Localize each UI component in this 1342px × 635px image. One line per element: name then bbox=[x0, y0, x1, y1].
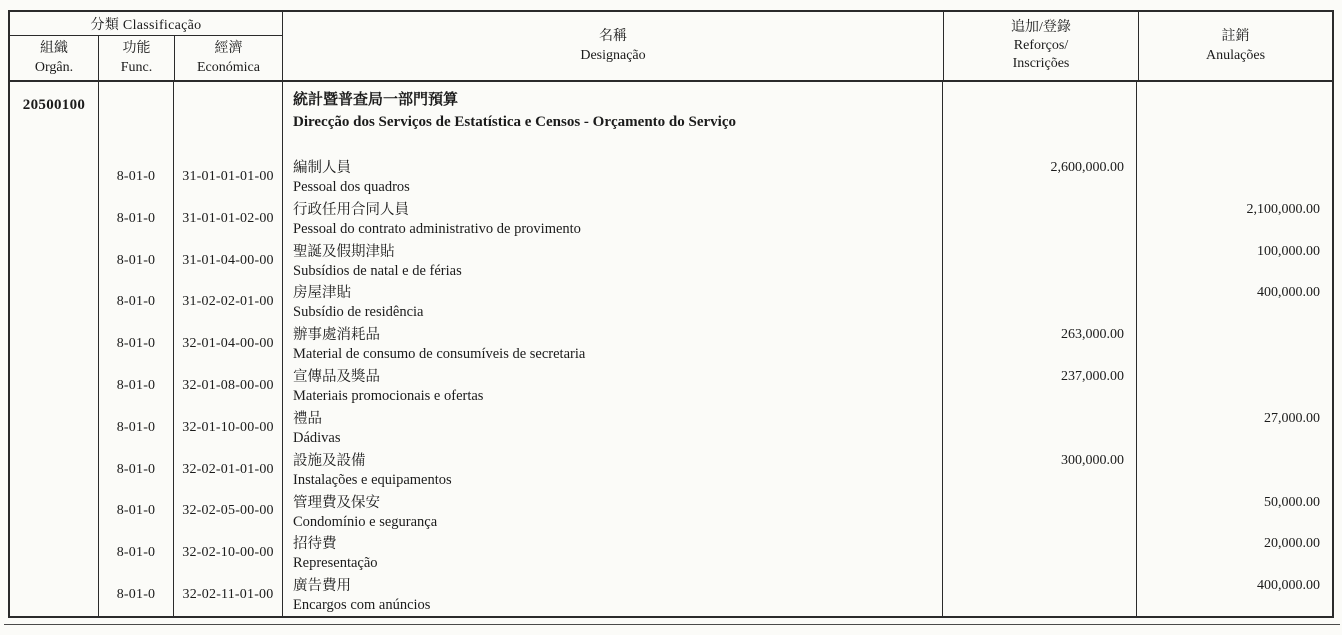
cancellations-amount bbox=[1136, 156, 1332, 198]
column-header-economic bbox=[174, 36, 282, 80]
service-title-zh: 統計暨普查局一部門預算 bbox=[293, 92, 459, 108]
designation-pt: Subsídio de residência bbox=[293, 304, 424, 321]
designation-zh: 行政任用合同人員 bbox=[293, 201, 409, 218]
economic-code: 32-02-01-01-00 bbox=[173, 449, 282, 491]
cancellations-amount: 100,000.00 bbox=[1136, 240, 1332, 282]
column-header-organic bbox=[10, 36, 98, 80]
budget-line-row bbox=[10, 574, 1332, 616]
bottom-double-rule bbox=[4, 624, 1340, 625]
economic-code: 31-01-04-00-00 bbox=[173, 240, 282, 282]
designation-pt: Instalações e equipamentos bbox=[293, 471, 452, 488]
designation-header-pt: Designação bbox=[580, 48, 646, 63]
cancellations-amount: 400,000.00 bbox=[1136, 574, 1332, 616]
organic-code-cell bbox=[10, 198, 98, 240]
organic-code-cell bbox=[10, 240, 98, 282]
organic-code-cell bbox=[10, 281, 98, 323]
designation-zh: 房屋津貼 bbox=[293, 285, 351, 302]
budget-line-row bbox=[10, 365, 1332, 407]
organic-code: 20500100 bbox=[22, 97, 86, 113]
budget-line-row bbox=[10, 532, 1332, 574]
reinforcements-amount: 300,000.00 bbox=[942, 449, 1136, 491]
economic-header-zh: 經濟 bbox=[214, 41, 243, 56]
functional-code: 8-01-0 bbox=[98, 198, 173, 240]
classification-header-group bbox=[10, 12, 282, 80]
designation-zh: 管理費及保安 bbox=[293, 494, 380, 511]
economic-code: 31-01-01-01-00 bbox=[173, 156, 282, 198]
designation-pt: Condomínio e segurança bbox=[293, 513, 438, 530]
column-header-cancellations bbox=[1138, 12, 1332, 80]
economic-header-pt: Económica bbox=[197, 60, 260, 75]
reinforcements-amount bbox=[942, 240, 1136, 282]
cancellations-amount bbox=[1136, 449, 1332, 491]
functional-code: 8-01-0 bbox=[98, 240, 173, 282]
designation-pt: Dádivas bbox=[293, 429, 341, 446]
designation-zh: 宣傳品及獎品 bbox=[293, 369, 380, 386]
designation-header-zh: 名稱 bbox=[599, 29, 627, 44]
service-title-cell bbox=[282, 82, 942, 156]
designation-cell bbox=[282, 449, 942, 491]
cancellations-header-pt: Anulações bbox=[1205, 48, 1266, 63]
budget-line-row bbox=[10, 240, 1332, 282]
budget-line-row bbox=[10, 281, 1332, 323]
cancellations-cell bbox=[1136, 82, 1332, 156]
service-group-row bbox=[10, 82, 1332, 156]
reinforcements-amount: 2,600,000.00 bbox=[942, 156, 1136, 198]
designation-zh: 聖誕及假期津貼 bbox=[293, 243, 395, 260]
designation-pt: Material de consumo de consumíveis de secretaria bbox=[293, 346, 586, 363]
designation-zh: 辦事處消耗品 bbox=[293, 327, 380, 344]
cancellations-amount: 20,000.00 bbox=[1136, 532, 1332, 574]
designation-cell bbox=[282, 240, 942, 282]
reinforcements-amount: 263,000.00 bbox=[942, 323, 1136, 365]
reinforcements-amount bbox=[942, 281, 1136, 323]
designation-cell bbox=[282, 281, 942, 323]
functional-code: 8-01-0 bbox=[98, 491, 173, 533]
cancellations-amount bbox=[1136, 365, 1332, 407]
service-title-pt: Direcção dos Serviços de Estatística e Censos - Orçamento do Serviço bbox=[293, 114, 736, 130]
organic-code-cell bbox=[10, 491, 98, 533]
cancellations-header-zh: 註銷 bbox=[1221, 29, 1250, 44]
designation-zh: 廣告費用 bbox=[293, 578, 351, 595]
organic-header-pt: Orgân. bbox=[34, 60, 74, 75]
economic-code: 31-01-01-02-00 bbox=[173, 198, 282, 240]
cancellations-amount: 50,000.00 bbox=[1136, 491, 1332, 533]
economic-code: 32-02-11-01-00 bbox=[173, 574, 282, 616]
table-body bbox=[10, 82, 1332, 616]
classification-header: 分類 Classificação bbox=[10, 12, 282, 36]
reinforcements-header-pt1: Reforços/ bbox=[1013, 38, 1069, 53]
functional-code: 8-01-0 bbox=[98, 365, 173, 407]
designation-zh: 設施及設備 bbox=[293, 452, 366, 469]
cancellations-amount: 27,000.00 bbox=[1136, 407, 1332, 449]
reinforcements-amount: 237,000.00 bbox=[942, 365, 1136, 407]
reinforcements-header-pt2: Inscrições bbox=[1012, 56, 1070, 71]
functional-code-cell bbox=[98, 82, 173, 156]
reinforcements-header-zh: 追加/登錄 bbox=[1011, 20, 1071, 35]
reinforcements-amount bbox=[942, 532, 1136, 574]
budget-table bbox=[8, 10, 1334, 618]
designation-cell bbox=[282, 156, 942, 198]
functional-header-pt: Func. bbox=[120, 60, 153, 75]
budget-line-row bbox=[10, 323, 1332, 365]
organic-code-cell bbox=[10, 449, 98, 491]
designation-pt: Pessoal dos quadros bbox=[293, 179, 410, 195]
cancellations-amount: 400,000.00 bbox=[1136, 281, 1332, 323]
table-header bbox=[10, 12, 1332, 82]
column-header-functional bbox=[98, 36, 174, 80]
functional-code: 8-01-0 bbox=[98, 407, 173, 449]
organic-code-cell bbox=[10, 365, 98, 407]
column-header-reinforcements bbox=[943, 12, 1138, 80]
economic-code-cell bbox=[173, 82, 282, 156]
designation-pt: Subsídios de natal e de férias bbox=[293, 262, 462, 279]
organic-code-cell bbox=[10, 574, 98, 616]
economic-code: 32-01-08-00-00 bbox=[173, 365, 282, 407]
functional-code: 8-01-0 bbox=[98, 323, 173, 365]
designation-pt: Materiais promocionais e ofertas bbox=[293, 388, 484, 405]
designation-zh: 編制人員 bbox=[293, 160, 351, 176]
designation-pt: Encargos com anúncios bbox=[293, 597, 431, 614]
reinforcements-amount bbox=[942, 198, 1136, 240]
designation-zh: 招待費 bbox=[293, 536, 337, 553]
designation-cell bbox=[282, 323, 942, 365]
functional-code: 8-01-0 bbox=[98, 156, 173, 198]
column-header-designation bbox=[282, 12, 943, 80]
reinforcements-amount bbox=[942, 407, 1136, 449]
designation-cell bbox=[282, 574, 942, 616]
organic-code-cell bbox=[10, 532, 98, 574]
designation-pt: Pessoal do contrato administrativo de provimento bbox=[293, 220, 581, 237]
designation-cell bbox=[282, 491, 942, 533]
budget-line-row bbox=[10, 156, 1332, 198]
organic-code-cell bbox=[10, 323, 98, 365]
economic-code: 32-02-05-00-00 bbox=[173, 491, 282, 533]
cancellations-amount bbox=[1136, 323, 1332, 365]
reinforcements-amount bbox=[942, 491, 1136, 533]
reinforcements-cell bbox=[942, 82, 1136, 156]
economic-code: 32-01-04-00-00 bbox=[173, 323, 282, 365]
economic-code: 32-02-10-00-00 bbox=[173, 532, 282, 574]
designation-cell bbox=[282, 365, 942, 407]
budget-line-row bbox=[10, 198, 1332, 240]
cancellations-amount: 2,100,000.00 bbox=[1136, 198, 1332, 240]
budget-line-row bbox=[10, 449, 1332, 491]
designation-cell bbox=[282, 532, 942, 574]
economic-code: 32-01-10-00-00 bbox=[173, 407, 282, 449]
organic-header-zh: 組織 bbox=[40, 41, 68, 56]
functional-code: 8-01-0 bbox=[98, 532, 173, 574]
classification-subheaders bbox=[10, 36, 282, 80]
functional-header-zh: 功能 bbox=[122, 41, 151, 56]
functional-code: 8-01-0 bbox=[98, 574, 173, 616]
designation-pt: Representação bbox=[293, 555, 378, 572]
organic-code-cell bbox=[10, 407, 98, 449]
functional-code: 8-01-0 bbox=[98, 449, 173, 491]
economic-code: 31-02-02-01-00 bbox=[173, 281, 282, 323]
organic-code-cell bbox=[10, 156, 98, 198]
designation-zh: 禮品 bbox=[293, 410, 322, 427]
reinforcements-amount bbox=[942, 574, 1136, 616]
budget-line-row bbox=[10, 491, 1332, 533]
designation-cell bbox=[282, 198, 942, 240]
budget-line-row bbox=[10, 407, 1332, 449]
designation-cell bbox=[282, 407, 942, 449]
functional-code: 8-01-0 bbox=[98, 281, 173, 323]
